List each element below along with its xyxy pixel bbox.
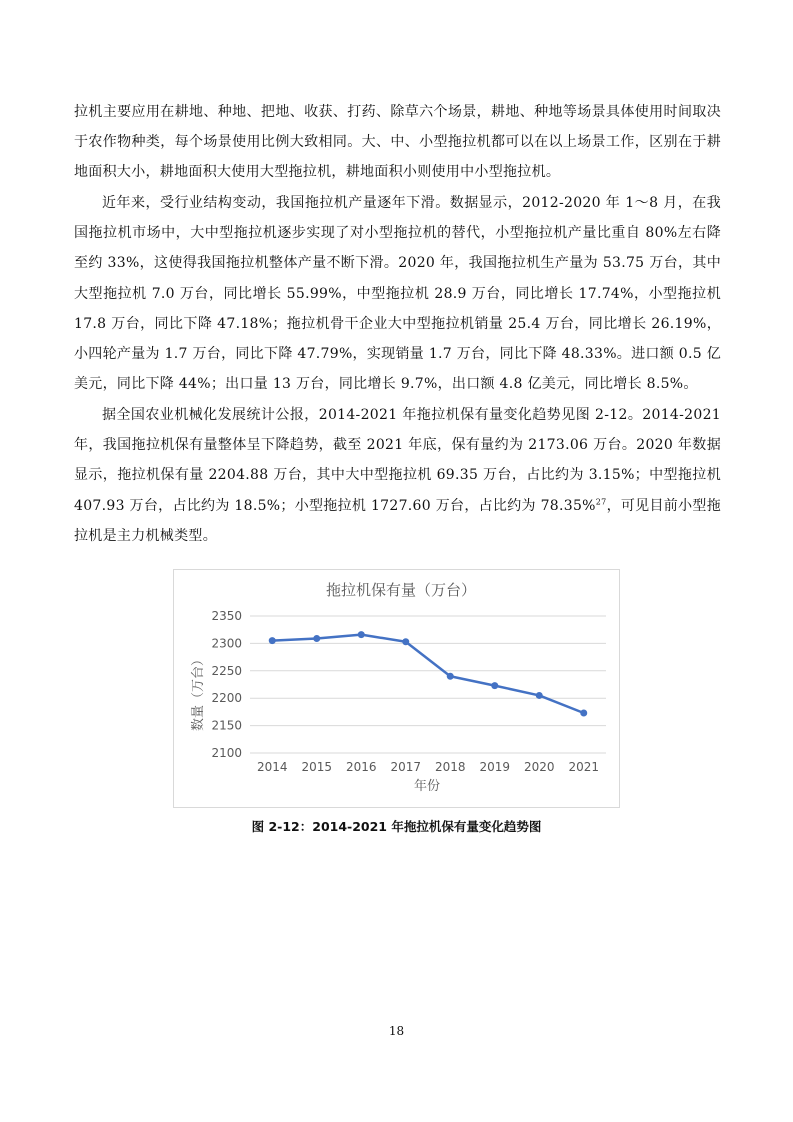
data-point <box>447 673 454 680</box>
data-point <box>269 637 276 644</box>
paragraph-3-text: 据全国农业机械化发展统计公报，2014-2021 年拖拉机保有量变化趋势见图 2-12。2014-2021 年，我国拖拉机保有量整体呈下降趋势，截至 2021 年底，保有量约为 2173.06 万台。2020 年数据显示，拖拉机保有量 2204.88 万台，其中大中型拖拉机 69.35 万台，占比约为 3.15%；中型拖拉机 407.93 万台，占比约为 18.5%；小型拖拉机 1727.60 万台，占比约为 78.35% <box>74 407 721 514</box>
y-tick-label: 2300 <box>211 636 242 651</box>
line-chart <box>174 570 621 809</box>
figure-caption: 图 2-12：2014-2021 年拖拉机保有量变化趋势图 <box>251 819 542 834</box>
data-point <box>536 692 543 699</box>
y-tick-label: 2350 <box>211 609 242 623</box>
y-axis-label: 数量（万台） <box>191 652 206 732</box>
y-tick-label: 2250 <box>211 663 242 678</box>
x-tick-label: 2021 <box>568 760 600 774</box>
series-line <box>269 631 588 716</box>
paragraph-2: 近年来，受行业结构变动，我国拖拉机产量逐年下滑。数据显示，2012-2020 年 1～8 月，在我国拖拉机市场中，大中型拖拉机逐步实现了对小型拖拉机的替代，小型拖拉机产量比重自 80%左右降至约 33%，这使得我国拖拉机整体产量不断下滑。2020 年，我国拖拉机生产量为 53.75 万台，其中大型拖拉机 7.0 万台，同比增长 55.99%，中型拖拉机 28.9 万台，同比增长 17.74%，小型拖拉机 17.8 万台，同比下降 47.18%；拖拉机骨干企业大中型拖拉机销量 25.4 万台，同比增长 26.19%，小四轮产量为 1.7 万台，同比下降 47.79%，实现销量 1.7 万台，同比下降 48.33%。进口额 0.5 亿美元，同比下降 44%；出口量 13 万台，同比增长 9.7%，出口额 4.8 亿美元，同比增长 8.5%。 <box>74 195 721 393</box>
y-tick-label: 2200 <box>211 691 242 706</box>
data-point <box>580 709 587 716</box>
chart-figure <box>173 569 620 808</box>
x-tick-label: 2014 <box>256 760 288 774</box>
y-tick-label: 2150 <box>211 718 242 733</box>
chart-title: 拖拉机保有量（万台） <box>325 581 477 599</box>
paragraph-3 <box>74 400 721 551</box>
paragraph-1: 拉机主要应用在耕地、种地、把地、收获、打药、除草六个场景，耕地、种地等场景具体使用时间取决于农作物种类，每个场景使用比例大致相同。大、中、小型拖拉机都可以在以上场景工作，区别在于耕地面积大小，耕地面积大使用大型拖拉机，耕地面积小则使用中小型拖拉机。 <box>74 104 721 181</box>
x-axis-label: 年份 <box>413 779 441 794</box>
y-tick-label: 2100 <box>211 746 242 760</box>
x-tick-label: 2015 <box>301 760 333 774</box>
data-point <box>313 635 320 642</box>
x-tick-label: 2020 <box>523 760 555 774</box>
x-tick-label: 2018 <box>434 760 466 774</box>
page-number: 18 <box>388 1024 405 1038</box>
x-tick-label: 2016 <box>345 760 377 774</box>
data-point <box>358 631 365 638</box>
x-tick-labels <box>257 760 599 774</box>
x-tick-label: 2017 <box>390 760 422 774</box>
series-line-path <box>272 635 584 713</box>
data-point <box>491 682 498 689</box>
y-tick-labels <box>211 609 242 760</box>
footnote-ref: 27 <box>595 496 607 506</box>
gridlines <box>250 616 606 753</box>
paragraph-3-tail: ，可见目前小型拖拉机是主力机械类型。 <box>74 497 721 544</box>
x-tick-label: 2019 <box>479 760 511 774</box>
data-point <box>402 638 409 645</box>
